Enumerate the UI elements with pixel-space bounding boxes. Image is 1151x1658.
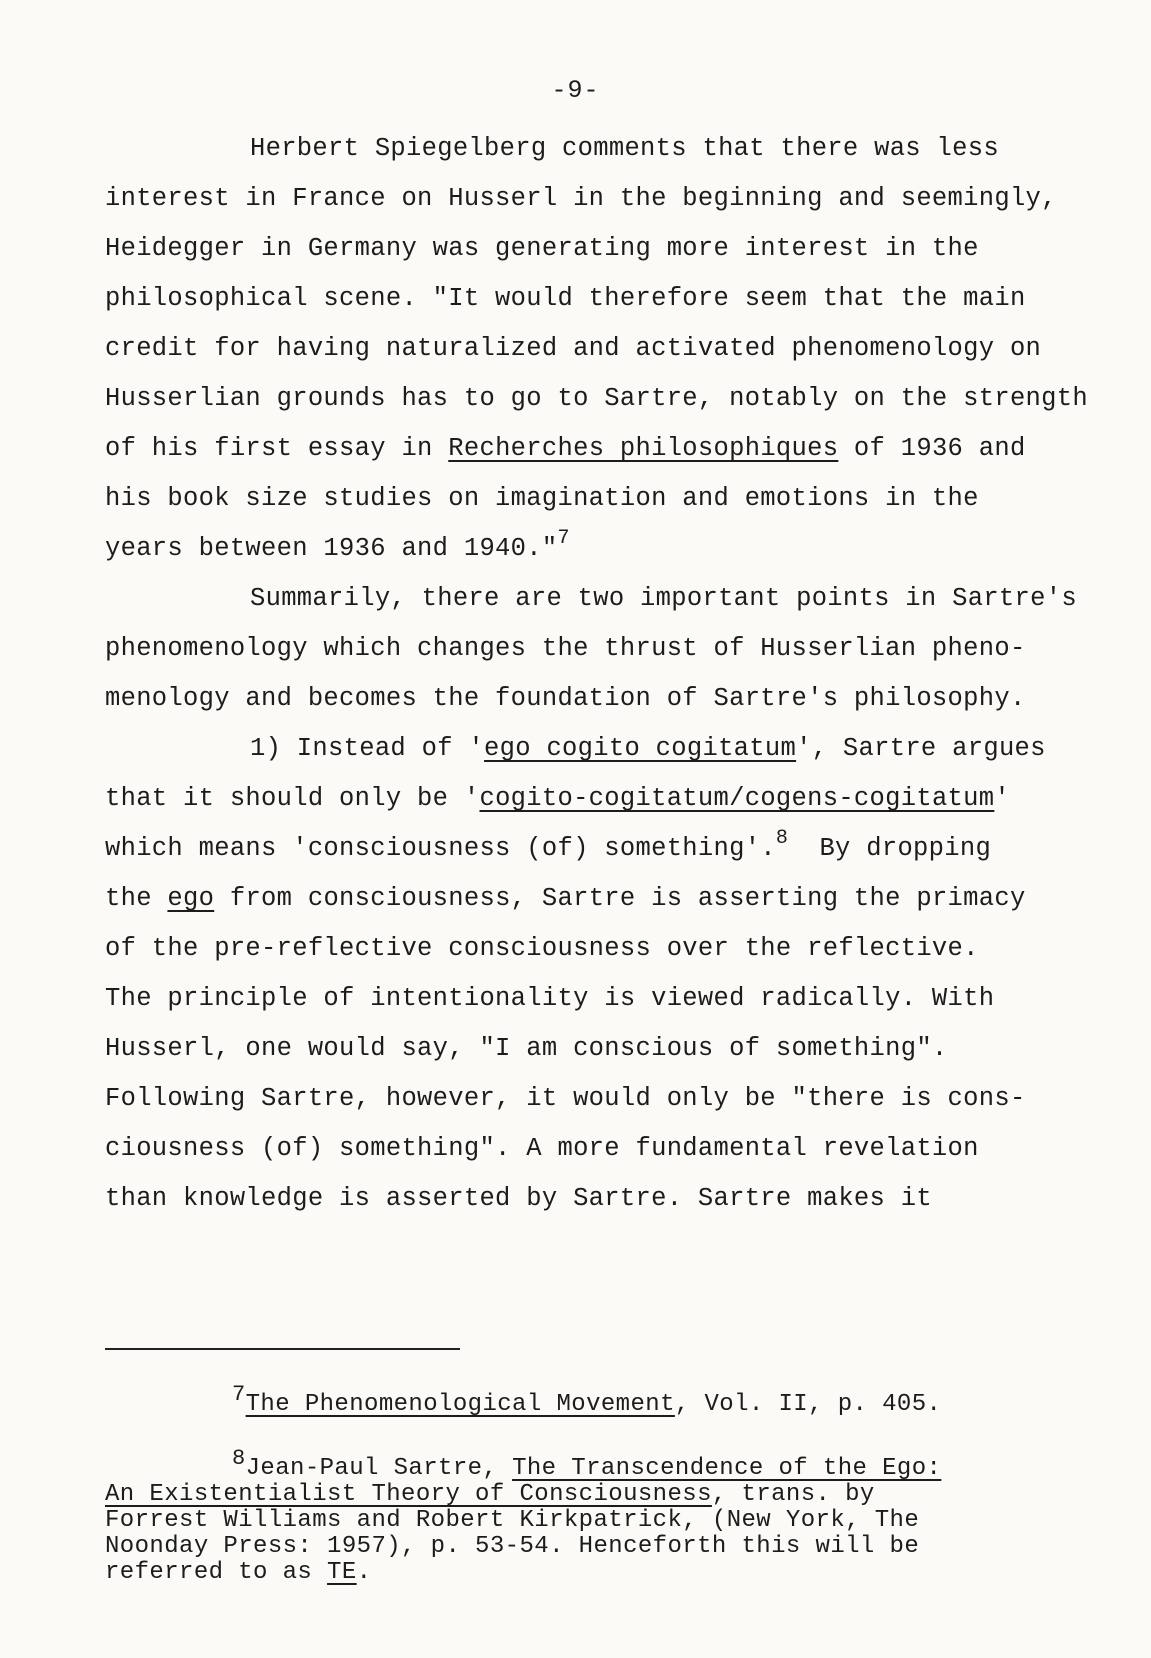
text-line: Heidegger in Germany was generating more interest in the — [105, 234, 979, 263]
underlined-title: Recherches philosophiques — [448, 434, 839, 463]
footnote-marker: 7 — [232, 1382, 246, 1407]
footnote-text: referred to as — [105, 1559, 328, 1586]
text-line — [105, 433, 1026, 465]
text-line: Herbert Spiegelberg comments that there was less — [250, 134, 999, 163]
abbreviation: TE — [327, 1559, 357, 1586]
footnote-marker: 8 — [232, 1446, 246, 1471]
footnote-ref-7: 7 — [557, 527, 570, 550]
text-run: years between 1936 and 1940." — [105, 534, 558, 563]
text-line: interest in France on Husserl in the beginning and seemingly, — [105, 184, 1057, 213]
text-run: of his first essay in — [105, 434, 449, 463]
text-line: credit for having naturalized and activated phenomenology on — [105, 334, 1042, 363]
text-line: ciousness (of) something". A more fundamental revelation — [105, 1134, 979, 1163]
footnote-ref-8: 8 — [775, 827, 789, 850]
footnote-text: . — [356, 1559, 372, 1586]
footnote-text: Jean-Paul Sartre, — [245, 1455, 513, 1482]
text-run: 1) Instead of ' — [250, 734, 485, 763]
text-line: of the pre-reflective consciousness over the reflective. — [105, 934, 979, 963]
text-line: The principle of intentionality is viewed radically. With — [105, 984, 995, 1013]
text-line — [105, 883, 1026, 915]
text-run: the — [105, 884, 168, 913]
text-run: from consciousness, Sartre is asserting the primacy — [214, 884, 1026, 913]
text-line: Husserl, one would say, "I am conscious of something". — [105, 1034, 948, 1063]
footnote-separator — [105, 1348, 460, 1350]
footnote-text: , Vol. II, p. 405. — [674, 1391, 942, 1418]
footnote-title: The Transcendence of the Ego: — [512, 1455, 942, 1482]
footnote-title: The Phenomenological Movement — [245, 1391, 675, 1418]
footnote-8 — [232, 1446, 942, 1482]
footnote-text: , trans. by — [711, 1481, 875, 1508]
text-line: phenomenology which changes the thrust of Husserlian pheno- — [105, 634, 1026, 663]
footnote-8-line: Forrest Williams and Robert Kirkpatrick, (New York, The — [105, 1507, 920, 1534]
text-line: menology and becomes the foundation of Sartre's philosophy. — [105, 684, 1026, 713]
footnote-8-line — [105, 1560, 371, 1586]
footnote-8-line: Noonday Press: 1957), p. 53-54. Henceforth this will be — [105, 1533, 920, 1560]
text-line — [250, 733, 1046, 765]
text-line: his book size studies on imagination and emotions in the — [105, 484, 979, 513]
underlined-term: ego cogito cogitatum — [484, 734, 797, 763]
text-line: Summarily, there are two important points in Sartre's — [250, 584, 1077, 613]
text-run: of 1936 and — [838, 434, 1026, 463]
text-run: that it should only be ' — [105, 784, 480, 813]
text-run: ', Sartre argues — [796, 734, 1046, 763]
text-run: which means 'consciousness (of) something'. — [105, 834, 776, 863]
footnote-7 — [232, 1382, 942, 1418]
footnote-title: An Existentialist Theory of Consciousness — [105, 1481, 712, 1508]
underlined-term: cogito-cogitatum/cogens-cogitatum — [479, 784, 995, 813]
text-line — [105, 827, 992, 865]
text-run: ' — [994, 784, 1010, 813]
text-run: By dropping — [788, 834, 992, 863]
page-number: -9- — [551, 76, 600, 105]
text-line: than knowledge is asserted by Sartre. Sartre makes it — [105, 1184, 932, 1213]
text-line: philosophical scene. "It would therefore seem that the main — [105, 284, 1026, 313]
underlined-term: ego — [167, 884, 215, 913]
text-line — [105, 783, 1010, 815]
text-line — [105, 527, 570, 565]
footnote-8-line — [105, 1482, 875, 1508]
text-line: Following Sartre, however, it would only be "there is cons- — [105, 1084, 1026, 1113]
text-line: Husserlian grounds has to go to Sartre, notably on the strength — [105, 384, 1088, 413]
